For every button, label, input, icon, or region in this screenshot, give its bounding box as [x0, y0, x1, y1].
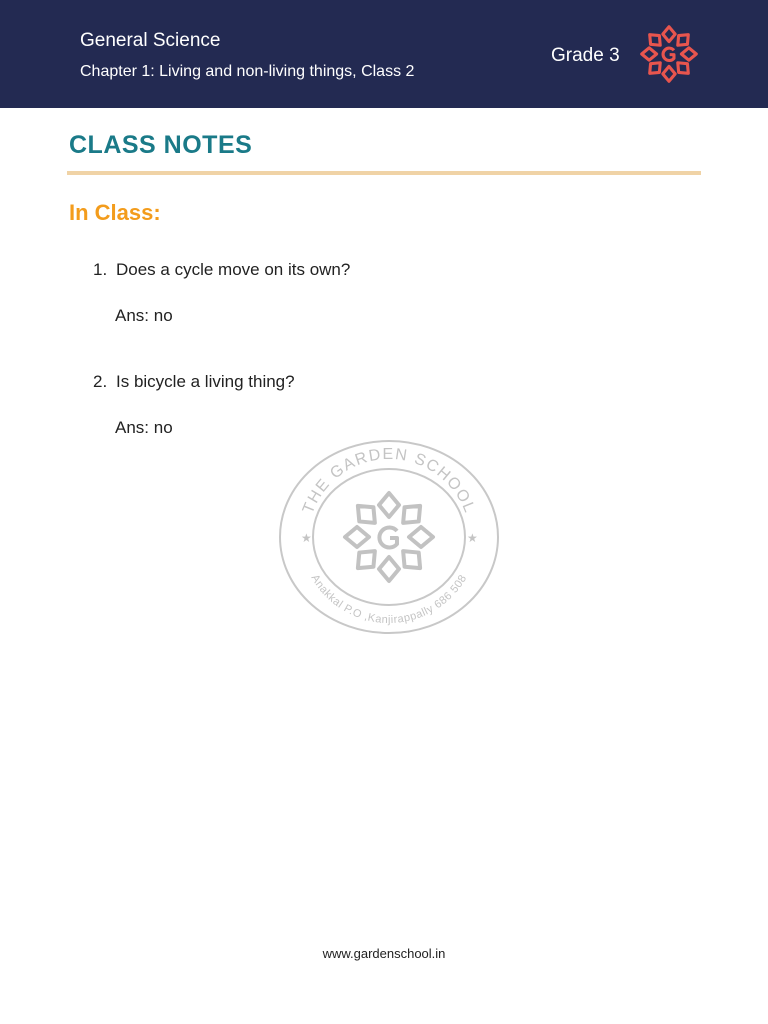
answer-text: Ans: no [115, 306, 173, 325]
seal-address-text: Anakkal P.O ,Kanjirappally 686 508 [308, 572, 470, 627]
page-title: CLASS NOTES [69, 131, 253, 159]
question-text: Is bicycle a living thing? [116, 372, 295, 391]
chapter-title: Chapter 1: Living and non-living things, Class 2 [80, 63, 415, 80]
grade-label: Grade 3 [551, 45, 620, 66]
question-text: Does a cycle move on its own? [116, 260, 351, 279]
question-number: 1. [93, 260, 108, 279]
svg-text:★: ★ [301, 531, 312, 545]
question-number: 2. [93, 372, 108, 391]
school-seal-watermark [278, 440, 500, 640]
subject-title: General Science [80, 30, 221, 51]
seal-name-text: THE GARDEN SCHOOL [299, 445, 479, 517]
page-header [0, 0, 768, 108]
svg-text:THE GARDEN SCHOOL [300, 446, 478, 516]
lotus-g-logo-icon [638, 23, 700, 85]
answer-text: Ans: no [115, 418, 173, 437]
svg-text:★: ★ [467, 531, 478, 545]
footer-url: www.gardenschool.in [322, 946, 446, 961]
title-divider [67, 171, 701, 175]
section-heading: In Class: [69, 200, 161, 225]
